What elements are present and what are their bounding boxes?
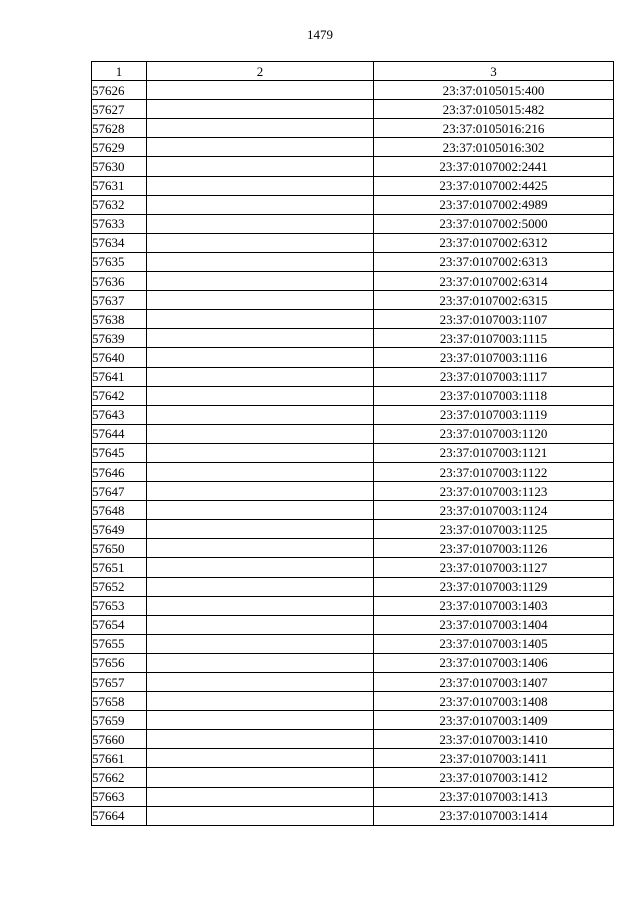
row-column-2-cell xyxy=(147,119,374,138)
row-number-cell: 57660 xyxy=(92,730,147,749)
cadastral-number-cell: 23:37:0107002:6314 xyxy=(374,272,614,291)
row-column-2-cell xyxy=(147,768,374,787)
row-column-2-cell xyxy=(147,482,374,501)
cadastral-number-cell: 23:37:0107003:1127 xyxy=(374,558,614,577)
table-row xyxy=(92,520,614,539)
column-header-3: 3 xyxy=(374,62,614,81)
row-column-2-cell xyxy=(147,577,374,596)
cadastral-number-cell: 23:37:0107002:4425 xyxy=(374,176,614,195)
table-row xyxy=(92,138,614,157)
row-column-2-cell xyxy=(147,596,374,615)
cadastral-number-cell: 23:37:0107003:1119 xyxy=(374,405,614,424)
row-column-2-cell xyxy=(147,539,374,558)
cadastral-number-cell: 23:37:0105016:302 xyxy=(374,138,614,157)
row-number-cell: 57644 xyxy=(92,424,147,443)
row-number-cell: 57662 xyxy=(92,768,147,787)
cadastral-number-cell: 23:37:0107003:1414 xyxy=(374,806,614,825)
row-number-cell: 57659 xyxy=(92,711,147,730)
cadastral-number-cell: 23:37:0107003:1124 xyxy=(374,501,614,520)
table-row xyxy=(92,653,614,672)
row-column-2-cell xyxy=(147,730,374,749)
table-row xyxy=(92,577,614,596)
row-column-2-cell xyxy=(147,692,374,711)
cadastral-number-cell: 23:37:0107003:1120 xyxy=(374,424,614,443)
row-column-2-cell xyxy=(147,520,374,539)
cadastral-number-cell: 23:37:0107003:1408 xyxy=(374,692,614,711)
cadastral-number-cell: 23:37:0107003:1125 xyxy=(374,520,614,539)
cadastral-number-cell: 23:37:0107003:1129 xyxy=(374,577,614,596)
cadastral-number-cell: 23:37:0107003:1413 xyxy=(374,787,614,806)
table-row xyxy=(92,730,614,749)
row-number-cell: 57645 xyxy=(92,443,147,462)
table-row xyxy=(92,749,614,768)
cadastral-number-cell: 23:37:0107002:6313 xyxy=(374,252,614,271)
table-row xyxy=(92,195,614,214)
table-row xyxy=(92,405,614,424)
row-number-cell: 57641 xyxy=(92,367,147,386)
cadastral-number-cell: 23:37:0107003:1126 xyxy=(374,539,614,558)
table-row xyxy=(92,634,614,653)
page-number: 1479 xyxy=(307,27,333,42)
row-number-cell: 57647 xyxy=(92,482,147,501)
table-row xyxy=(92,539,614,558)
row-number-cell: 57626 xyxy=(92,81,147,100)
row-column-2-cell xyxy=(147,272,374,291)
row-column-2-cell xyxy=(147,81,374,100)
row-number-cell: 57636 xyxy=(92,272,147,291)
cadastral-number-cell: 23:37:0107003:1412 xyxy=(374,768,614,787)
row-number-cell: 57651 xyxy=(92,558,147,577)
cadastral-number-cell: 23:37:0107003:1116 xyxy=(374,348,614,367)
row-column-2-cell xyxy=(147,157,374,176)
table-row xyxy=(92,100,614,119)
table-row xyxy=(92,386,614,405)
cadastral-number-cell: 23:37:0107003:1122 xyxy=(374,462,614,481)
row-number-cell: 57649 xyxy=(92,520,147,539)
table-row xyxy=(92,252,614,271)
cadastral-number-cell: 23:37:0107002:4989 xyxy=(374,195,614,214)
row-column-2-cell xyxy=(147,100,374,119)
row-column-2-cell xyxy=(147,233,374,252)
table-row xyxy=(92,711,614,730)
table-row xyxy=(92,768,614,787)
row-column-2-cell xyxy=(147,252,374,271)
cadastral-number-cell: 23:37:0105015:400 xyxy=(374,81,614,100)
table-row xyxy=(92,424,614,443)
cadastral-number-cell: 23:37:0107003:1410 xyxy=(374,730,614,749)
row-number-cell: 57664 xyxy=(92,806,147,825)
cadastral-number-cell: 23:37:0107003:1107 xyxy=(374,310,614,329)
table-row xyxy=(92,596,614,615)
row-number-cell: 57631 xyxy=(92,176,147,195)
cadastral-number-cell: 23:37:0107003:1404 xyxy=(374,615,614,634)
row-number-cell: 57657 xyxy=(92,673,147,692)
row-number-cell: 57627 xyxy=(92,100,147,119)
row-number-cell: 57629 xyxy=(92,138,147,157)
row-number-cell: 57652 xyxy=(92,577,147,596)
row-column-2-cell xyxy=(147,558,374,577)
table-row xyxy=(92,692,614,711)
table-body xyxy=(92,81,614,826)
row-number-cell: 57661 xyxy=(92,749,147,768)
column-header-1: 1 xyxy=(92,62,147,81)
row-number-cell: 57635 xyxy=(92,252,147,271)
table-row xyxy=(92,176,614,195)
row-number-cell: 57646 xyxy=(92,462,147,481)
table-row xyxy=(92,119,614,138)
cadastral-number-cell: 23:37:0107003:1117 xyxy=(374,367,614,386)
row-column-2-cell xyxy=(147,443,374,462)
row-number-cell: 57640 xyxy=(92,348,147,367)
cadastral-number-cell: 23:37:0107003:1115 xyxy=(374,329,614,348)
row-number-cell: 57663 xyxy=(92,787,147,806)
row-column-2-cell xyxy=(147,329,374,348)
row-column-2-cell xyxy=(147,673,374,692)
row-column-2-cell xyxy=(147,291,374,310)
cadastral-number-cell: 23:37:0107003:1406 xyxy=(374,653,614,672)
row-column-2-cell xyxy=(147,310,374,329)
cadastral-number-cell: 23:37:0107003:1121 xyxy=(374,443,614,462)
row-column-2-cell xyxy=(147,462,374,481)
column-header-2: 2 xyxy=(147,62,374,81)
row-number-cell: 57638 xyxy=(92,310,147,329)
cadastral-number-cell: 23:37:0107003:1403 xyxy=(374,596,614,615)
cadastral-number-cell: 23:37:0107003:1405 xyxy=(374,634,614,653)
row-number-cell: 57628 xyxy=(92,119,147,138)
table-row xyxy=(92,615,614,634)
row-number-cell: 57633 xyxy=(92,214,147,233)
row-number-cell: 57642 xyxy=(92,386,147,405)
row-number-cell: 57643 xyxy=(92,405,147,424)
row-number-cell: 57648 xyxy=(92,501,147,520)
table-row xyxy=(92,482,614,501)
table-row xyxy=(92,367,614,386)
table-row xyxy=(92,310,614,329)
cadastral-number-cell: 23:37:0107003:1123 xyxy=(374,482,614,501)
row-column-2-cell xyxy=(147,653,374,672)
row-number-cell: 57653 xyxy=(92,596,147,615)
cadastral-number-cell: 23:37:0107002:5000 xyxy=(374,214,614,233)
row-column-2-cell xyxy=(147,138,374,157)
row-number-cell: 57630 xyxy=(92,157,147,176)
cadastral-number-cell: 23:37:0107003:1409 xyxy=(374,711,614,730)
row-number-cell: 57634 xyxy=(92,233,147,252)
row-column-2-cell xyxy=(147,749,374,768)
table-row xyxy=(92,329,614,348)
table-row xyxy=(92,214,614,233)
table-row xyxy=(92,806,614,825)
row-column-2-cell xyxy=(147,386,374,405)
cadastral-number-cell: 23:37:0107003:1411 xyxy=(374,749,614,768)
table-row xyxy=(92,233,614,252)
table-row xyxy=(92,787,614,806)
row-column-2-cell xyxy=(147,711,374,730)
row-number-cell: 57637 xyxy=(92,291,147,310)
cadastral-number-cell: 23:37:0107002:2441 xyxy=(374,157,614,176)
row-number-cell: 57658 xyxy=(92,692,147,711)
row-column-2-cell xyxy=(147,195,374,214)
table-row xyxy=(92,673,614,692)
row-number-cell: 57654 xyxy=(92,615,147,634)
row-column-2-cell xyxy=(147,214,374,233)
row-column-2-cell xyxy=(147,348,374,367)
table-row xyxy=(92,462,614,481)
cadastral-number-cell: 23:37:0107003:1118 xyxy=(374,386,614,405)
row-column-2-cell xyxy=(147,615,374,634)
row-number-cell: 57650 xyxy=(92,539,147,558)
table-row xyxy=(92,157,614,176)
table-row xyxy=(92,348,614,367)
cadastral-number-cell: 23:37:0107002:6315 xyxy=(374,291,614,310)
row-column-2-cell xyxy=(147,424,374,443)
table-row xyxy=(92,443,614,462)
row-number-cell: 57639 xyxy=(92,329,147,348)
row-column-2-cell xyxy=(147,787,374,806)
cadastral-number-cell: 23:37:0107003:1407 xyxy=(374,673,614,692)
row-column-2-cell xyxy=(147,367,374,386)
row-column-2-cell xyxy=(147,405,374,424)
register-table xyxy=(91,61,614,826)
row-column-2-cell xyxy=(147,634,374,653)
row-number-cell: 57656 xyxy=(92,653,147,672)
cadastral-number-cell: 23:37:0107002:6312 xyxy=(374,233,614,252)
table-header-row xyxy=(92,62,614,81)
cadastral-number-cell: 23:37:0105016:216 xyxy=(374,119,614,138)
table-row xyxy=(92,501,614,520)
row-number-cell: 57632 xyxy=(92,195,147,214)
table-row xyxy=(92,81,614,100)
table-row xyxy=(92,291,614,310)
row-column-2-cell xyxy=(147,176,374,195)
row-column-2-cell xyxy=(147,501,374,520)
row-number-cell: 57655 xyxy=(92,634,147,653)
table-row xyxy=(92,272,614,291)
cadastral-number-cell: 23:37:0105015:482 xyxy=(374,100,614,119)
row-column-2-cell xyxy=(147,806,374,825)
table-row xyxy=(92,558,614,577)
